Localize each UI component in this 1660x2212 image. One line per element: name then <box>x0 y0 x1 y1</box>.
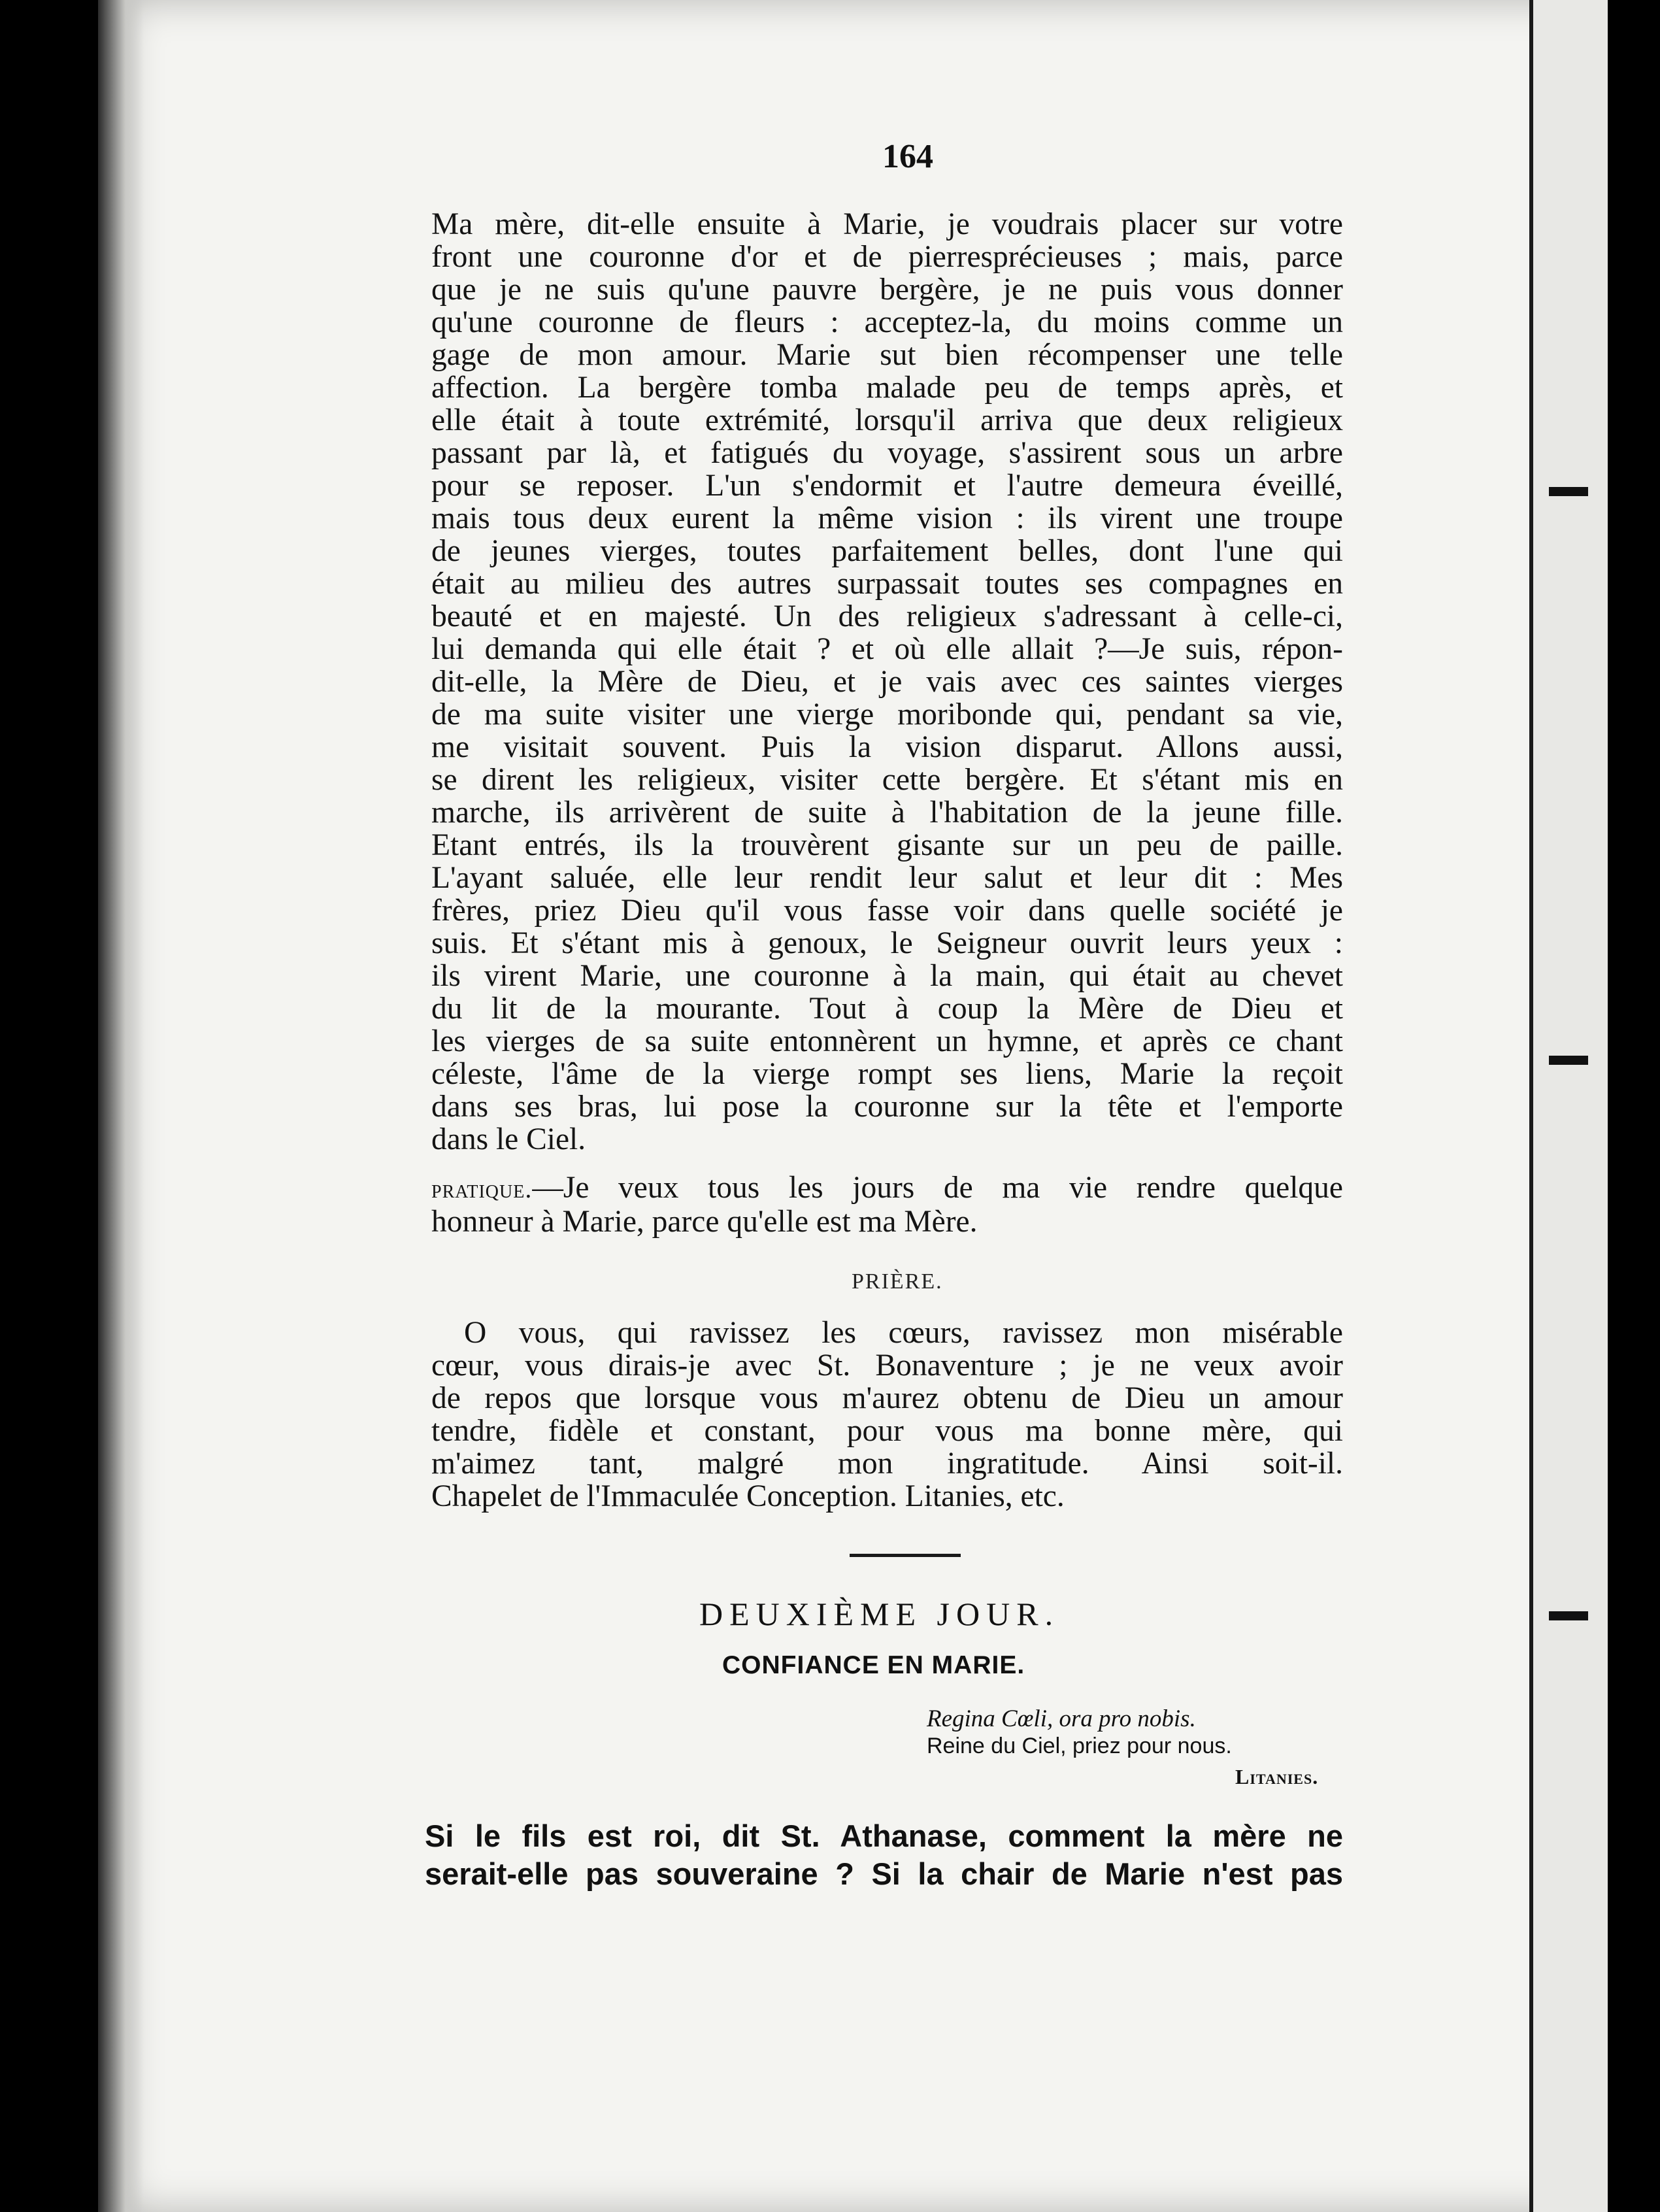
text-line: Si le fils est roi, dit St. Athanase, comment la mère ne <box>425 1818 1343 1853</box>
text-line: mais tous deux eurent la même vision : ils virent une troupe <box>431 501 1343 535</box>
epigraph-french: Reine du Ciel, priez pour nous. <box>927 1734 1232 1758</box>
text-line: dans ses bras, lui pose la couronne sur la tête et l'emporte <box>431 1090 1343 1124</box>
text-line: suis. Et s'étant mis à genoux, le Seigneur ouvrit leurs yeux : <box>431 926 1343 960</box>
text-line: cœur, vous dirais-je avec St. Bonaventure ; je ne veux avoir <box>431 1349 1343 1382</box>
text-line: me visitait souvent. Puis la vision disparut. Allons aussi, <box>431 730 1343 764</box>
text-line: dit-elle, la Mère de Dieu, et je vais avec ces saintes vierges <box>431 665 1343 699</box>
text-line: se dirent les religieux, visiter cette bergère. Et s'étant mis en <box>431 763 1343 797</box>
text-line: O vous, qui ravissez les cœurs, ravissez mon misérable <box>464 1316 1343 1350</box>
text-line: front une couronne d'or et de pierresprécieuses ; mais, parce <box>431 240 1343 274</box>
section-divider <box>850 1554 961 1557</box>
text-line: beauté et en majesté. Un des religieux s'adressant à celle-ci, <box>431 599 1343 633</box>
text-line: de jeunes vierges, toutes parfaitement belles, dont l'une qui <box>431 534 1343 568</box>
day-subtitle: CONFIANCE EN MARIE. <box>722 1651 1025 1679</box>
page-binding-shadow <box>98 0 144 2212</box>
pratique-label: pratique. <box>431 1174 533 1203</box>
epigraph-source: Litanies. <box>1235 1765 1319 1788</box>
text-line: du lit de la mourante. Tout à coup la Mère de Dieu et <box>431 992 1343 1026</box>
text-line: que je ne suis qu'une pauvre bergère, je ne puis vous donner <box>431 273 1343 307</box>
pratique-paragraph <box>431 1171 1343 1238</box>
priere-paragraph <box>431 1316 1343 1513</box>
text-line: Ma mère, dit-elle ensuite à Marie, je voudrais placer sur votre <box>431 207 1343 241</box>
text-line: marche, ils arrivèrent de suite à l'habitation de la jeune fille. <box>431 796 1343 830</box>
edge-mark <box>1549 487 1588 496</box>
scan-border <box>1608 0 1660 2212</box>
edge-mark <box>1549 1056 1588 1065</box>
text-line: passant par là, et fatigués du voyage, s'assirent sous un arbre <box>431 436 1343 470</box>
pratique-line-2: honneur à Marie, parce qu'elle est ma Mère. <box>431 1205 978 1239</box>
epigraph-latin: Regina Cœli, ora pro nobis. <box>927 1705 1196 1732</box>
text-line: qu'une couronne de fleurs : acceptez-la, du moins comme un <box>431 305 1343 339</box>
closing-paragraph <box>425 1817 1343 1893</box>
edge-mark <box>1549 1611 1588 1620</box>
text-line: ils virent Marie, une couronne à la main, qui était au chevet <box>431 959 1343 993</box>
text-line: L'ayant saluée, elle leur rendit leur salut et leur dit : Mes <box>431 861 1343 895</box>
text-line: Etant entrés, ils la trouvèrent gisante sur un peu de paille. <box>431 828 1343 862</box>
text-line: tendre, fidèle et constant, pour vous ma bonne mère, qui <box>431 1414 1343 1448</box>
text-line: de repos que lorsque vous m'aurez obtenu de Dieu un amour <box>431 1381 1343 1415</box>
text-line: gage de mon amour. Marie sut bien récompenser une telle <box>431 338 1343 372</box>
text-line: frères, priez Dieu qu'il vous fasse voir dans quelle société je <box>431 894 1343 928</box>
pratique-line-1: —Je veux tous les jours de ma vie rendre quelque <box>532 1171 1343 1205</box>
text-line: les vierges de sa suite entonnèrent un hymne, et après ce chant <box>431 1024 1343 1058</box>
text-line: elle était à toute extrémité, lorsqu'il arriva que deux religieux <box>431 403 1343 437</box>
text-line: céleste, l'âme de la vierge rompt ses liens, Marie la reçoit <box>431 1057 1343 1091</box>
next-page-edge <box>1529 0 1612 2212</box>
priere-heading: PRIÈRE. <box>852 1269 943 1294</box>
text-line: serait-elle pas souveraine ? Si la chair de Marie n'est pas <box>425 1856 1343 1891</box>
text-line: pour se reposer. L'un s'endormit et l'autre demeura éveillé, <box>431 469 1343 503</box>
text-line: de ma suite visiter une vierge moribonde qui, pendant sa vie, <box>431 697 1343 731</box>
text-line: était au milieu des autres surpassait toutes ses compagnes en <box>431 567 1343 601</box>
text-line: Chapelet de l'Immaculée Conception. Litanies, etc. <box>431 1479 1065 1513</box>
page-number: 164 <box>882 138 933 175</box>
body-paragraph <box>431 208 1343 1156</box>
day-title: DEUXIÈME JOUR. <box>699 1596 1060 1632</box>
text-line: affection. La bergère tomba malade peu de temps après, et <box>431 371 1343 405</box>
text-line: dans le Ciel. <box>431 1122 586 1156</box>
text-line: m'aimez tant, malgré mon ingratitude. Ainsi soit-il. <box>431 1447 1343 1481</box>
text-line: lui demanda qui elle était ? et où elle allait ?—Je suis, répon- <box>431 632 1343 666</box>
